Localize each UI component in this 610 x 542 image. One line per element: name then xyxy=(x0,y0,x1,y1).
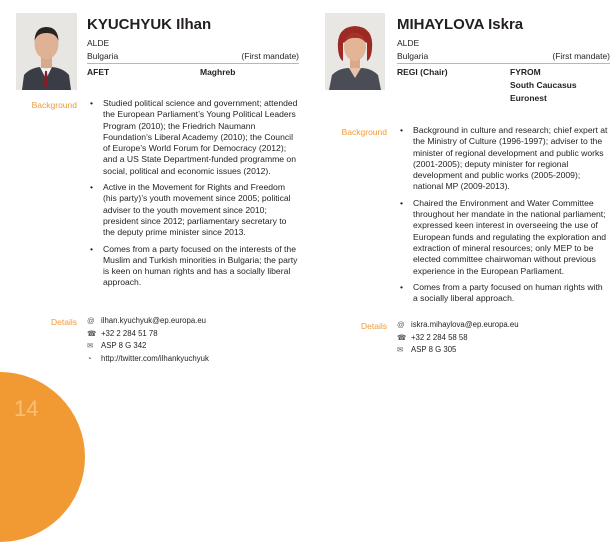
email-row[interactable] xyxy=(87,315,299,328)
office-row xyxy=(87,340,299,353)
delegation-membership xyxy=(200,66,235,79)
profile-header xyxy=(87,16,299,77)
committee-membership xyxy=(87,66,109,79)
delegation: Maghreb xyxy=(200,67,236,77)
country-row xyxy=(397,50,610,64)
phone-icon: ☎ xyxy=(397,332,407,342)
portrait-photo xyxy=(325,13,385,90)
background-item: • Background in culture and research; chief expert at the Ministry of Culture (1996-1997); adviser to the minister of regional development and public works (2001-2005); deputy minister for regional development and public works (2005-2009); national MP (2009-2013). xyxy=(398,125,608,193)
delegation: FYROM xyxy=(510,67,541,77)
page-number: 14 xyxy=(14,396,39,421)
profile-header xyxy=(397,16,610,103)
at-icon: @ xyxy=(397,320,405,329)
delegation: South Caucasus xyxy=(510,80,577,90)
details-label: Details xyxy=(51,317,77,327)
committee: AFET xyxy=(87,67,110,77)
twitter-link[interactable]: http://twitter.com/ilhankyuchyuk xyxy=(101,353,209,363)
delegation-membership xyxy=(510,66,577,105)
phone-row xyxy=(397,332,609,345)
political-group: ALDE xyxy=(397,38,420,48)
email-link[interactable]: ilhan.kyuchyuk@ep.europa.eu xyxy=(101,316,207,325)
background-item: • Comes from a party focused on the interests of the Muslim and Turkish minorities in Bulgaria; the party is keen on human rights and has a socially liberal approach. xyxy=(88,244,298,289)
background-list xyxy=(88,98,298,294)
member-name: KYUCHYUK Ilhan xyxy=(87,16,212,33)
member-name: MIHAYLOVA Iskra xyxy=(397,16,524,33)
committee-membership xyxy=(397,66,448,79)
background-label: Background xyxy=(31,100,77,110)
portrait-photo xyxy=(16,13,77,90)
phone-number: +32 2 284 51 78 xyxy=(101,328,158,338)
details-label: Details xyxy=(361,321,387,331)
mandate: (First mandate) xyxy=(552,51,610,61)
envelope-icon: ✉ xyxy=(87,341,94,351)
page-corner-decoration xyxy=(0,372,85,542)
contact-details xyxy=(397,319,609,357)
email-link[interactable]: iskra.mihaylova@ep.europa.eu xyxy=(411,320,519,329)
political-group: ALDE xyxy=(87,38,110,48)
background-item: • Comes from a party focused on human rights with a socially liberal approach. xyxy=(398,282,608,305)
delegation: Euronest xyxy=(510,93,547,103)
at-icon: @ xyxy=(87,316,95,325)
twitter-icon: ◔ xyxy=(87,353,92,363)
country: Bulgaria xyxy=(87,51,119,61)
email-row[interactable] xyxy=(397,319,609,332)
phone-row xyxy=(87,328,299,341)
background-item: • Chaired the Environment and Water Committee throughout her mandate in the national parliament; expressed keen interest in overseeing the use of European funds and regulating the exploration and extraction of mineral resources; only MEP to be elected committee chairwoman without previous experience in the European Parliament. xyxy=(398,198,608,277)
envelope-icon: ✉ xyxy=(397,345,404,355)
mandate: (First mandate) xyxy=(241,51,299,61)
background-item: • Studied political science and government; attended the European Parliament’s Young Political Leaders Program (2010); the Friedrich Naumann Foundation’s Liberal Academy (2010); the Council of Europe’s World Forum for Democracy (2012); and a US State Department-funded programme on social, political and economic issues (2012). xyxy=(88,98,298,177)
background-label: Background xyxy=(341,127,387,137)
country: Bulgaria xyxy=(397,51,429,61)
committee: REGI (Chair) xyxy=(397,67,448,77)
office-address: ASP 8 G 342 xyxy=(101,341,147,351)
office-row xyxy=(397,344,609,357)
contact-details xyxy=(87,315,299,365)
phone-number: +32 2 284 58 58 xyxy=(411,332,468,342)
background-item: • Active in the Movement for Rights and Freedom (his party)’s youth movement since 2005; political adviser to the youth movement since 2010; president since 2012; parliamentary secretary to the deputy prime minister since 2013. xyxy=(88,182,298,238)
country-row xyxy=(87,50,299,64)
background-list xyxy=(398,125,608,309)
twitter-row[interactable] xyxy=(87,353,299,366)
office-address: ASP 8 G 305 xyxy=(411,345,457,355)
phone-icon: ☎ xyxy=(87,328,97,338)
